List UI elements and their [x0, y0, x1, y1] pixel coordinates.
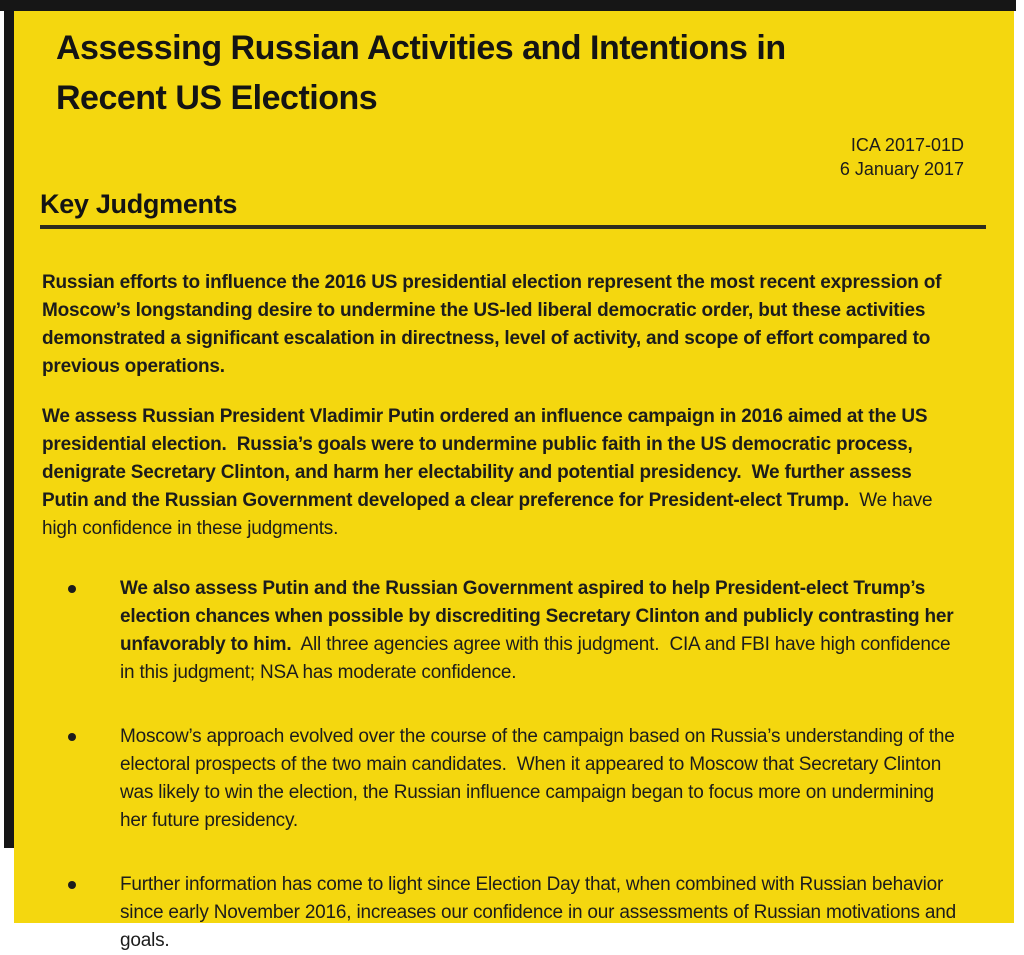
paragraph [42, 269, 958, 381]
document-title-line2: Recent US Elections [56, 79, 378, 117]
bullet-list [42, 575, 962, 955]
document-body [42, 269, 962, 955]
section-heading: Key Judgments [40, 189, 238, 219]
document-meta [14, 133, 964, 181]
bullet-marker-icon [68, 733, 76, 741]
doc-date: 6 January 2017 [839, 159, 964, 179]
bullet-text [120, 578, 959, 683]
doc-id: ICA 2017-01D [850, 135, 964, 155]
left-edge-shadow [4, 0, 14, 848]
text-segment: We have high confidence in these judgments. [42, 490, 938, 539]
bullet-text [120, 874, 961, 951]
text-segment: All three agencies agree with this judgment. CIA and FBI have high confidence in this judgment; NSA has moderate confidence. [120, 634, 956, 683]
document-title [56, 23, 956, 123]
heading-rule [40, 225, 986, 229]
document-sheet [14, 11, 1014, 951]
document-title-line1: Assessing Russian Activities and Intentions in [56, 29, 786, 67]
text-segment: We assess Russian President Vladimir Putin ordered an influence campaign in 2016 aimed at the US presidential election. Russia’s goals were to undermine public faith in the US democratic process, denigrate Secretary Clinton, and harm her electability and potential presidency. We further assess Putin and the Russian Government developed a clear preference for President-elect Trump. [42, 406, 933, 511]
text-segment: Further information has come to light since Election Day that, when combined with Russian behavior since early November 2016, increases our confidence in our assessments of Russian motivations and goals. [120, 874, 962, 951]
bullet-item [42, 871, 962, 955]
bullet-item [42, 723, 958, 835]
top-edge-shadow [0, 0, 1016, 11]
bullet-marker-icon [68, 585, 76, 593]
text-segment: We also assess Putin and the Russian Government aspired to help President-elect Trump’s election chances when possible by discrediting Secretary Clinton and publicly contrasting her unfavorably to him. [120, 578, 959, 655]
bullet-marker-icon [68, 881, 76, 889]
paragraphs-container [42, 269, 958, 543]
bullet-item [42, 575, 958, 687]
bullet-text [120, 726, 960, 831]
paragraph [42, 403, 958, 543]
text-segment: Russian efforts to influence the 2016 US presidential election represent the most recent expression of Moscow’s longstanding desire to undermine the US-led liberal democratic order, but these activities demonstrated a significant escalation in directness, level of activity, and scope of effort compared to previous operations. [42, 272, 947, 377]
text-segment: Moscow’s approach evolved over the course of the campaign based on Russia’s understanding of the electoral prospects of the two main candidates. When it appeared to Moscow that Secretary Clinton was likely to win the election, the Russian influence campaign began to focus more on undermining her future presidency. [120, 726, 960, 831]
